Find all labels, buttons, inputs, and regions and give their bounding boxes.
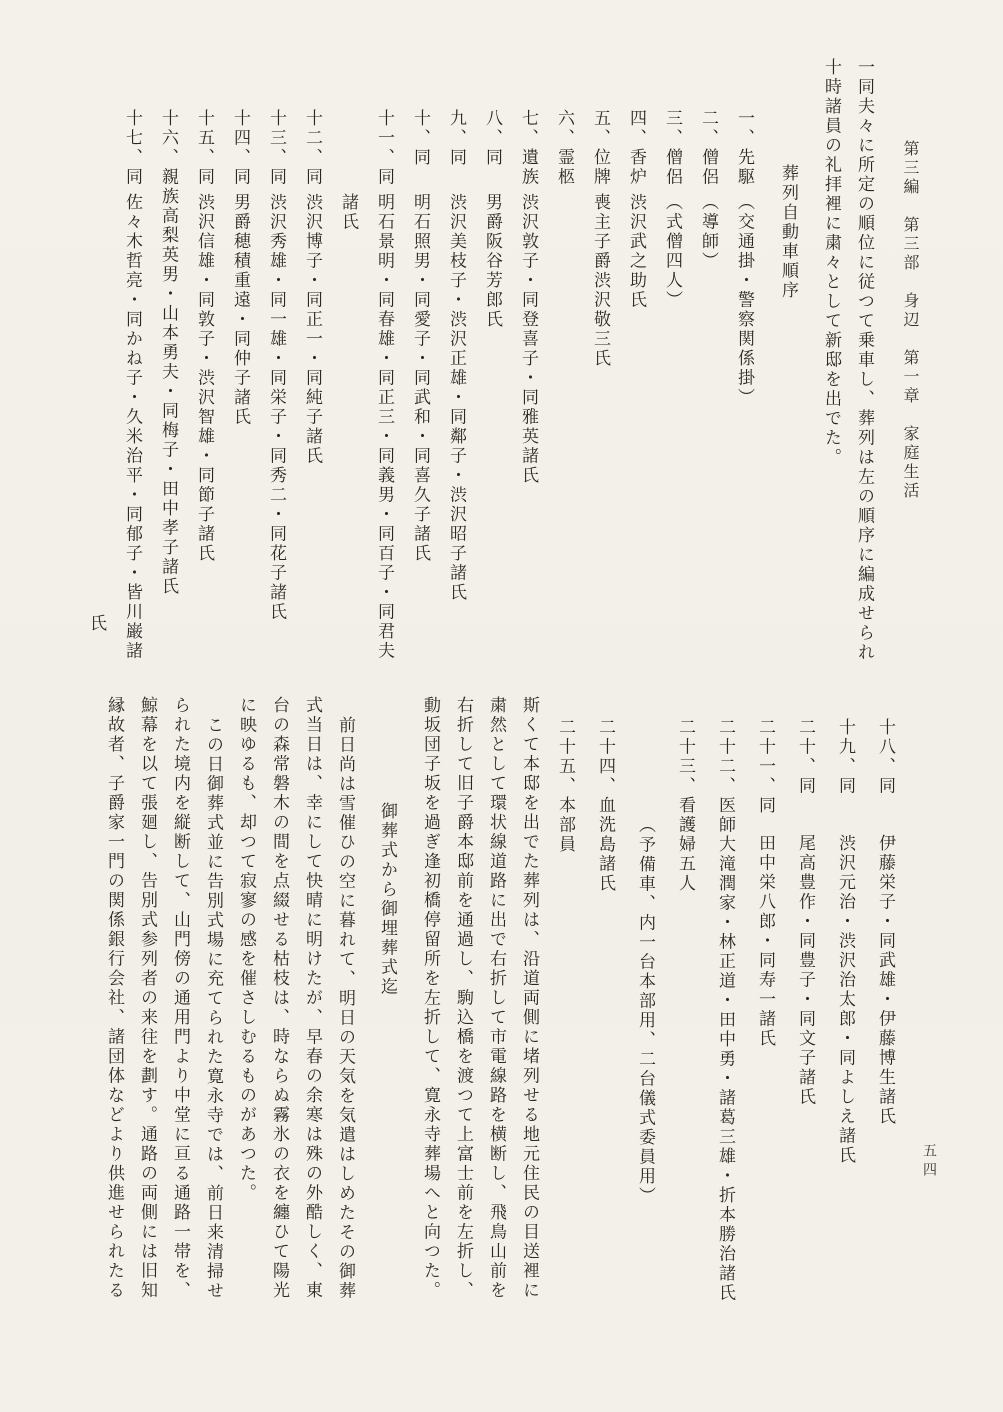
list-item bbox=[705, 718, 745, 1310]
running-head: 第三編 第三部 身辺 第一章 家庭生活 bbox=[901, 140, 920, 501]
item-names: 伊藤栄子・同武雄・伊藤博生諸氏 bbox=[875, 834, 895, 1127]
list-item bbox=[402, 109, 438, 672]
item-names: 田中栄八郎・同寿一諸氏 bbox=[755, 834, 775, 1049]
item-names: （交通掛・警察関係掛） bbox=[734, 193, 754, 408]
bottom-text-block bbox=[97, 696, 905, 1310]
item-names: 渋沢敦子・同登喜子・同雅英諸氏 bbox=[518, 193, 538, 486]
item-label: 九、同 bbox=[446, 109, 466, 168]
item-names: 明石景明・同春雄・同正三・同義男・同百子・同君夫 bbox=[374, 193, 394, 661]
item-names: 高梨英男・山本勇夫・同梅子・田中孝子諸氏 bbox=[158, 206, 178, 597]
item-label: 二十、同 bbox=[795, 718, 815, 796]
list-item bbox=[825, 718, 865, 1310]
list-item bbox=[114, 109, 150, 672]
procession-list bbox=[78, 58, 762, 672]
spare-car-note: （予備車、内一台本部用、二台儀式委員用） bbox=[635, 816, 655, 1206]
item-label: 十四、同 bbox=[230, 109, 250, 187]
list-item bbox=[585, 718, 625, 1310]
item-label: 八、同 bbox=[482, 109, 502, 168]
item-label: 一、先駆 bbox=[734, 109, 754, 187]
item-names: 喪主子爵渋沢敬三氏 bbox=[590, 193, 610, 369]
item-label: 十六、親族 bbox=[158, 109, 178, 207]
venue-paragraph: この日御葬式並に告別式場に充てられた寛永寺では、前日来清掃せられた境内を縦断して、山門傍の通用門より中堂に亘る通路一帯を、鯨幕を以て張廻し、告別式参列者の来往を劃す。通路の両側には旧知縁故者、子爵家一門の関係銀行会社、諸団体などより供進せられたる bbox=[104, 696, 223, 1301]
item-label: 十一、同 bbox=[374, 109, 394, 187]
list-item bbox=[510, 109, 546, 672]
item-names: 渋沢元治・渋沢治太郎・同よしえ諸氏 bbox=[835, 834, 855, 1166]
list-item bbox=[438, 109, 474, 672]
item-names: 渋沢武之助氏 bbox=[626, 193, 646, 310]
item-label: 三、僧侶 bbox=[662, 109, 682, 187]
list-item bbox=[474, 109, 510, 672]
list-item bbox=[582, 109, 618, 672]
item-names: 渋沢博子・同正一・同純子諸氏 bbox=[302, 193, 322, 466]
list-item bbox=[150, 109, 186, 672]
procession-order-heading: 葬列自動車順序 bbox=[778, 164, 798, 301]
item-label: 十三、同 bbox=[266, 109, 286, 187]
list-item-continuation: 諸氏 bbox=[338, 193, 358, 232]
item-names: 男爵阪谷芳郎氏 bbox=[482, 193, 502, 330]
item-label: 二、僧侶 bbox=[698, 109, 718, 187]
item-names: 大滝潤家・林正道・田中勇・諸葛三雄・折本勝治諸氏 bbox=[715, 835, 735, 1303]
item-names: 尾高豊作・同豊子・同文子諸氏 bbox=[795, 834, 815, 1107]
list-item bbox=[294, 109, 330, 672]
item-label: 十五、同 bbox=[194, 109, 214, 187]
weather-paragraph: 前日尚は雪催ひの空に暮れて、明日の天気を気遣はしめたその御葬式当日は、幸にして快晴に明けたが、早春の余寒は殊の外酷しく、東台の森常磐木の間を点綴せる枯枝は、時ならぬ霧氷の衣を纏ひて陽光に映ゆるも、却つて寂寥の感を催さしむるものがあつた。 bbox=[236, 696, 355, 1301]
list-item bbox=[545, 718, 585, 1310]
item-names: 渋沢美枝子・渋沢正雄・同鄰子・渋沢昭子諸氏 bbox=[446, 193, 466, 603]
list-item bbox=[745, 718, 785, 1310]
list-item bbox=[366, 109, 402, 672]
item-label: 七、遺族 bbox=[518, 109, 538, 187]
item-label: 二十五、本部員 bbox=[555, 718, 575, 855]
list-item bbox=[865, 718, 905, 1310]
item-label: 五、位牌 bbox=[590, 109, 610, 187]
list-item bbox=[654, 109, 690, 672]
list-item bbox=[618, 109, 654, 672]
item-names: （式僧四人） bbox=[662, 193, 682, 310]
item-names: 渋沢秀雄・同一雄・同栄子・同秀二・同花子諸氏 bbox=[266, 193, 286, 622]
item-names: 男爵穂積重遠・同仲子諸氏 bbox=[230, 193, 250, 427]
list-item bbox=[222, 109, 258, 672]
list-item-continuation: 氏 bbox=[86, 614, 106, 634]
opening-paragraph: 一同夫々に所定の順位に従つて乗車し、葬列は左の順序に編成せられ十時諸員の礼拝裡に粛々として新邸を出でた。 bbox=[821, 58, 874, 663]
item-label: 四、香炉 bbox=[626, 109, 646, 187]
item-label: 六、霊柩 bbox=[554, 109, 574, 187]
item-label: 十九、同 bbox=[835, 718, 855, 796]
list-item bbox=[665, 718, 705, 1310]
item-label: 二十一、同 bbox=[755, 718, 775, 816]
item-label: 十二、同 bbox=[302, 109, 322, 187]
funeral-section-heading: 御葬式から御埋葬式迄 bbox=[377, 802, 397, 997]
list-item bbox=[258, 109, 294, 672]
item-label: 二十四、血洗島諸氏 bbox=[595, 718, 615, 894]
item-names: 佐々木哲亮・同かね子・久米治平・同郁子・皆川巌諸 bbox=[122, 193, 142, 661]
item-names: 渋沢信雄・同敦子・渋沢智雄・同節子諸氏 bbox=[194, 193, 214, 564]
item-label: 二十三、看護婦五人 bbox=[675, 718, 695, 894]
item-label: 十、同 bbox=[410, 109, 430, 168]
item-label: 十七、同 bbox=[122, 109, 142, 187]
item-label: 二十二、医師 bbox=[715, 718, 735, 835]
list-item bbox=[186, 109, 222, 672]
list-item bbox=[785, 718, 825, 1310]
page-number: 五四 bbox=[921, 1143, 937, 1181]
item-names: 明石照男・同愛子・同武和・同喜久子諸氏 bbox=[410, 193, 430, 564]
list-item bbox=[726, 109, 762, 672]
route-paragraph: 斯くて本邸を出でた葬列は、沿道両側に堵列せる地元住民の目送裡に粛然として環状線道路に出で右折して市電線路を横断し、飛鳥山前を右折して旧子爵本邸前を通過し、駒込橋を渡つて上富士前を左折し、動坂団子坂を過ぎ逢初橋停留所を左折して、寛永寺葬場へと向つた。 bbox=[420, 696, 539, 1301]
list-item bbox=[690, 109, 726, 672]
item-label: 十八、同 bbox=[875, 718, 895, 796]
procession-list-continued bbox=[545, 696, 905, 1310]
list-item bbox=[546, 109, 582, 672]
top-text-block bbox=[78, 58, 880, 672]
item-names: （導師） bbox=[698, 193, 718, 271]
